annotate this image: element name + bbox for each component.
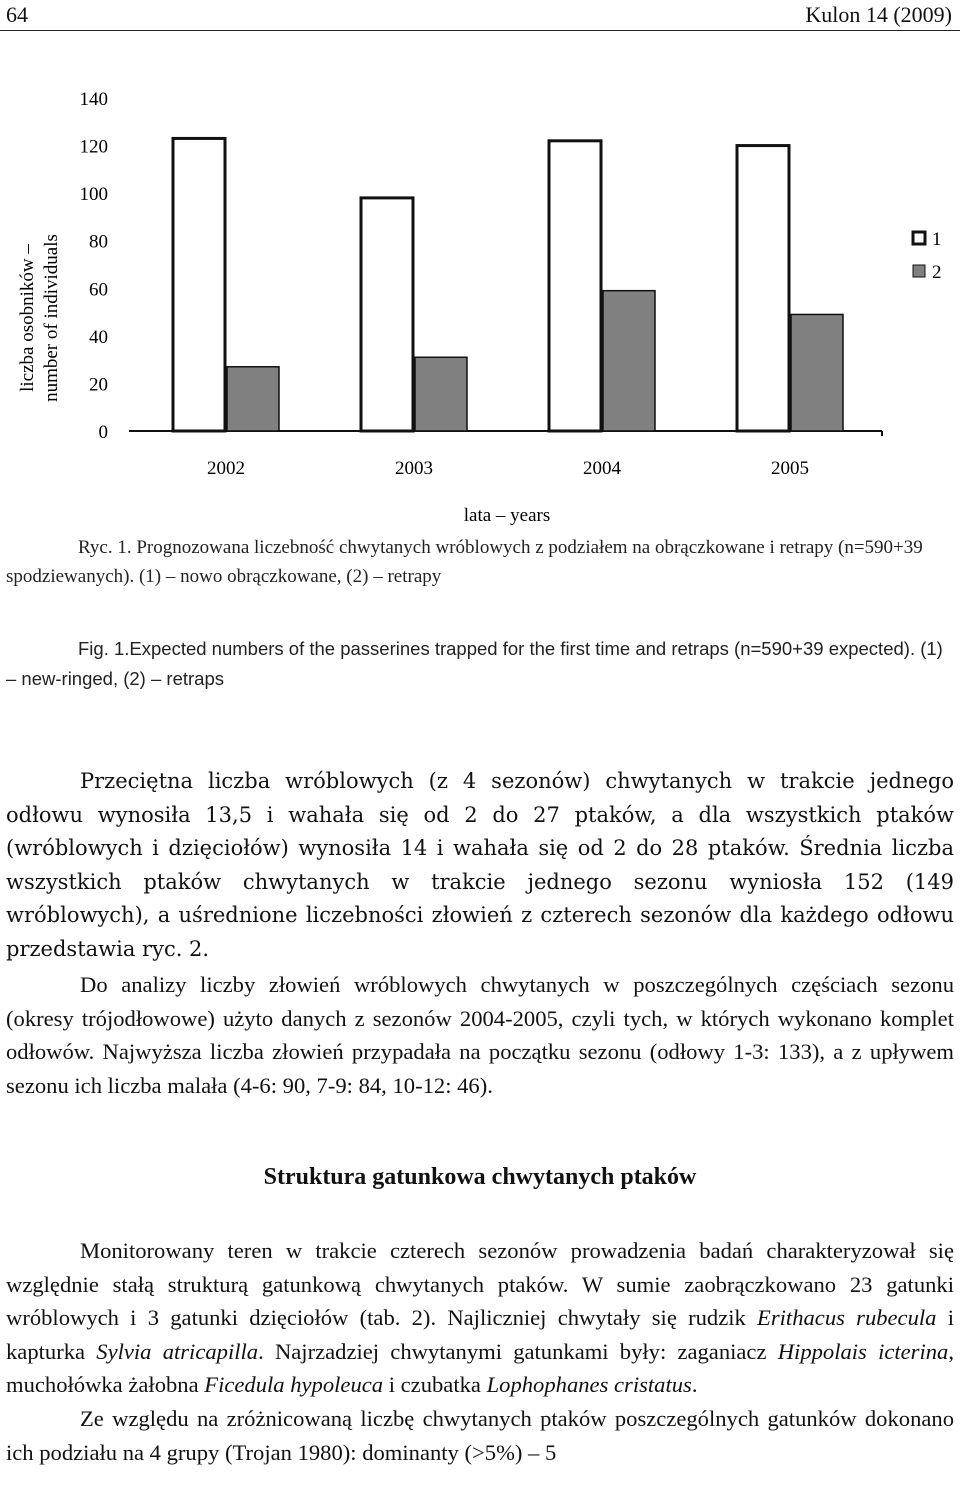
paragraph-3-text-c: . Najrzadziej chwytanymi gatunkami były: zaganiacz <box>258 1338 778 1364</box>
species-ficedula: Ficedula hypoleuca <box>204 1372 384 1398</box>
paragraph-block-3 <box>6 1234 954 1469</box>
bar-2002-series-2 <box>227 367 279 431</box>
y-tick-label: 0 <box>98 422 108 443</box>
paragraph-block-2 <box>6 968 954 1102</box>
bar-2003-series-2 <box>415 357 467 431</box>
page-header <box>0 0 960 31</box>
bar-2004-series-2 <box>603 291 655 431</box>
section-heading: Struktura gatunkowa chwytanych ptaków <box>263 1164 697 1190</box>
bar-2003-series-1 <box>361 198 413 431</box>
journal-title: Kulon 14 (2009) <box>805 2 952 27</box>
y-tick-label: 40 <box>89 326 108 348</box>
y-tick-label: 140 <box>79 89 108 110</box>
paragraph-3-text-b: i kapturka <box>6 1305 954 1364</box>
x-tick-label: 2005 <box>771 458 809 479</box>
y-tick-label: 100 <box>79 184 108 206</box>
page-number: 64 <box>6 2 28 27</box>
figure-caption-english: Fig. 1.Expected numbers of the passerines trapped for the first time and retraps (n=590+39 expected). (1) – new-ringed, (2) – retraps <box>6 638 943 689</box>
legend-swatch-2 <box>913 265 925 277</box>
legend <box>913 229 942 283</box>
x-axis-label: lata – years <box>463 505 551 526</box>
species-sylvia: Sylvia atricapilla <box>96 1338 259 1364</box>
bar-2002-series-1 <box>173 138 225 431</box>
paragraph-3-text-f: . <box>691 1372 698 1398</box>
legend-swatch-1 <box>913 232 925 244</box>
paragraph-4: Ze względu na zróżnicowaną liczbę chwytanych ptaków poszczególnych gatunków dokonano ich podziału na 4 grupy (Trojan 1980): dominanty (>5%) – 5 <box>6 1405 954 1465</box>
paragraph-block-1 <box>6 765 954 967</box>
figure-caption-polish: Ryc. 1. Prognozowana liczebność chwytanych wróblowych z podziałem na obrączkowane i retrapy (n=590+39 spodziewanych). (1) – nowo obrączkowane, (2) – retrapy <box>6 537 923 587</box>
paragraph-3-text-d: , muchołówka żałobna <box>6 1338 954 1398</box>
paragraph-3 <box>6 1234 954 1402</box>
x-axis-ticks <box>207 458 809 479</box>
species-hippolais: Hippolais icterina <box>777 1338 949 1364</box>
y-tick-label: 60 <box>89 279 108 301</box>
bar-chart <box>0 60 960 530</box>
paragraph-1: Przeciętna liczba wróblowych (z 4 sezonów) chwytanych w trakcie jednego odłowu wynosiła 13,5 i wahała się od 2 do 27 ptaków, a dla wszystkich ptaków (wróblowych i dzięciołów) wynosiła 14 i wahała się od 2 do 28 ptaków. Średnia liczba wszystkich ptaków chwytanych w trakcie jednego sezonu wyniosła 152 (149 wróblowych), a uśrednione liczebności złowień z czterech sezonów dla każdego odłowu przedstawia ryc. 2. <box>6 769 954 961</box>
y-tick-label: 120 <box>79 136 108 158</box>
y-axis-label-line2: number of individuals <box>41 234 62 402</box>
x-tick-label: 2002 <box>207 458 245 479</box>
x-tick-label: 2004 <box>583 458 621 479</box>
species-erithacus: Erithacus rubecula <box>757 1305 937 1331</box>
paragraph-3-text-e: i czubatka <box>383 1372 487 1398</box>
species-lophophanes: Lophophanes cristatus <box>486 1372 692 1398</box>
bar-series-group <box>173 138 843 431</box>
bar-2005-series-2 <box>791 314 843 431</box>
y-tick-label: 80 <box>89 231 108 253</box>
bar-2005-series-1 <box>737 146 789 431</box>
bar-2004-series-1 <box>549 141 601 431</box>
legend-label-1: 1 <box>932 229 942 250</box>
paragraph-2: Do analizy liczby złowień wróblowych chwytanych w poszczególnych częściach sezonu (okresy trójodłowowe) użyto danych z sezonów 2004-2005, czyli tych, w których wykonano komplet odłowów. Najwyższa liczba złowień przypadała na początku sezonu (odłowy 1-3: 133), a z upływem sezonu ich liczba malała (4-6: 90, 7-9: 84, 10-12: 46). <box>6 972 954 1098</box>
legend-label-2: 2 <box>932 262 942 283</box>
paragraph-3-text-a: Monitorowany teren w trakcie czterech sezonów prowadzenia badań charakteryzował się względnie stałą strukturą gatunkową chwytanych ptaków. W sumie zaobrączkowano 23 gatunki wróblowych i 3 gatunki dzięciołów (tab. 2). Najliczniej chwytały się rudzik <box>6 1238 954 1331</box>
y-axis-ticks <box>80 89 109 443</box>
x-tick-label: 2003 <box>395 458 433 479</box>
y-axis-label-line1: liczba osobników – <box>17 244 38 392</box>
y-tick-label: 20 <box>89 374 108 396</box>
